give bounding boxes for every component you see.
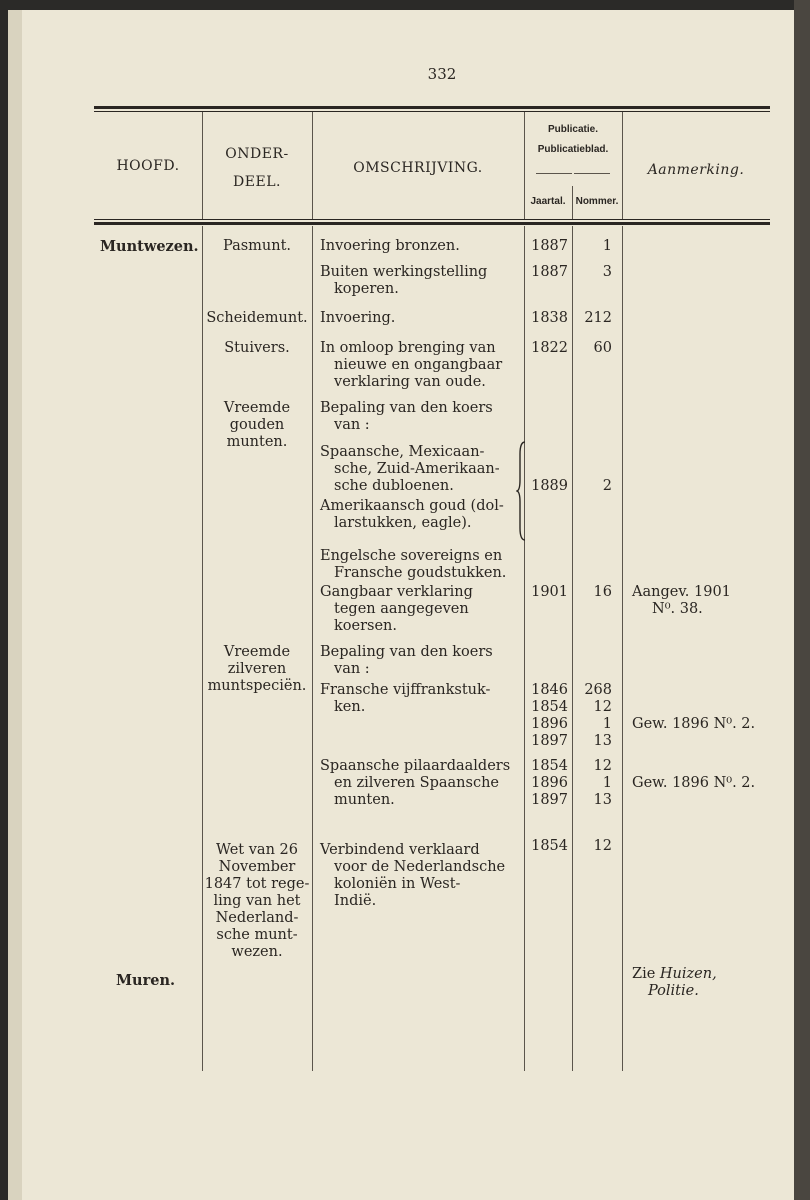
omschrijving-invoering: Invoering. <box>320 310 396 326</box>
text-line: tegen aangegeven <box>334 601 469 617</box>
text-line: nieuwe en ongangbaar <box>334 357 503 373</box>
text-line: Gangbaar verklaring <box>320 584 473 600</box>
text-line: Engelsche sovereigns en <box>320 548 503 564</box>
text-line: ken. <box>334 699 366 715</box>
header-onderdeel-1: ONDER- <box>225 146 289 162</box>
header-omschrijving: OMSCHRIJVING. <box>353 160 483 176</box>
jaartal-cell: 1854 <box>531 838 568 854</box>
text-line: van : <box>334 417 370 433</box>
nommer-cell: 1 <box>602 775 612 791</box>
text-line: munten. <box>334 792 395 808</box>
onderdeel-scheidemunt: Scheidemunt. <box>206 310 308 326</box>
text-line: sche munt- <box>216 927 298 943</box>
book-spine <box>8 10 22 1200</box>
header-jaartal: Jaartal. <box>530 196 566 207</box>
omschrijving-spaansche <box>320 444 514 495</box>
header-rule-thin <box>94 219 770 220</box>
jaartal-cell: 1897 <box>531 792 568 808</box>
text-line: sche, Zuid-Amerikaan- <box>334 461 500 477</box>
col-line-1-head <box>202 112 203 219</box>
text-zie: Zie <box>632 966 656 982</box>
nommer-cell: 1 <box>602 716 612 732</box>
aanmerking-gew-1: Gew. 1896 N⁰. 2. <box>632 716 756 732</box>
omschrijving-engelsche <box>320 548 520 582</box>
jaartal-cell: 1897 <box>531 733 568 749</box>
text-politie: Politie. <box>648 983 699 999</box>
text-line: van : <box>334 661 370 677</box>
top-rule-thin <box>94 111 770 112</box>
omschrijving-amerikaansch <box>320 498 514 532</box>
nommer-cell: 3 <box>602 264 612 280</box>
omschrijving-pilaardaalders <box>320 758 520 809</box>
text-line: Fransche goudstukken. <box>334 565 507 581</box>
onderdeel-vreemde-zilveren <box>202 644 312 695</box>
nommer-cell: 268 <box>584 682 612 698</box>
nommer-cell: 2 <box>602 478 612 494</box>
text-line: munten. <box>226 434 288 450</box>
text-line: Spaansche pilaardaalders <box>320 758 511 774</box>
col-line-5 <box>622 226 623 1071</box>
text-line: Nederland- <box>215 910 299 926</box>
omschrijving-gangbaar <box>320 584 520 635</box>
text-line: Bepaling van den koers <box>320 400 493 416</box>
jaartal-cell: 1838 <box>531 310 568 326</box>
omschrijving-fransche <box>320 682 520 716</box>
text-line: Verbindend verklaard <box>320 842 480 858</box>
jaartal-cell: 1854 <box>531 699 568 715</box>
col-line-5-head <box>622 112 623 219</box>
text-line: koersen. <box>334 618 397 634</box>
document-page <box>22 10 794 1200</box>
nommer-cell: 60 <box>593 340 612 356</box>
text-line: Indië. <box>334 893 377 909</box>
nommer-cell: 13 <box>593 733 612 749</box>
aanmerking-zie <box>632 966 772 1000</box>
jaartal-cell: 1889 <box>531 478 568 494</box>
omschrijving-bepaling-goud <box>320 400 520 434</box>
nommer-cell: 212 <box>584 310 612 326</box>
header-brace-right <box>574 173 610 174</box>
nommer-cell: 12 <box>593 838 612 854</box>
nommer-cell: 16 <box>593 584 612 600</box>
hoofd-muren: Muren. <box>116 972 176 989</box>
col-line-3-head <box>524 112 525 219</box>
header-nommer: Nommer. <box>575 196 619 207</box>
text-huizen: Huizen, <box>659 966 717 982</box>
header-hoofd: HOOFD. <box>116 158 180 174</box>
text-line: Amerikaansch goud (dol- <box>320 498 504 514</box>
text-line: Fransche vijffrankstuk- <box>320 682 491 698</box>
top-rule <box>94 106 770 109</box>
text-line: gouden <box>229 417 285 433</box>
text-line: Vreemde <box>223 644 291 660</box>
nommer-cell: 12 <box>593 758 612 774</box>
text-line: Spaansche, Mexicaan- <box>320 444 485 460</box>
page-number: 332 <box>427 65 457 83</box>
text-line: Aangev. 1901 <box>632 584 731 600</box>
text-line: voor de Nederlandsche <box>334 859 506 875</box>
header-onderdeel-2: DEEL. <box>233 174 281 190</box>
onderdeel-vreemde-gouden <box>202 400 312 451</box>
aanmerking-gew-2: Gew. 1896 N⁰. 2. <box>632 775 756 791</box>
text-line: en zilveren Spaansche <box>334 775 500 791</box>
text-line: zilveren <box>227 661 287 677</box>
text-line: N⁰. 38. <box>652 601 703 617</box>
text-line: November <box>218 859 296 875</box>
hoofd-muntwezen: Muntwezen. <box>100 238 199 255</box>
text-line: Wet van 26 <box>216 842 298 858</box>
col-line-4-head <box>572 186 573 219</box>
omschrijving-verbindend <box>320 842 520 910</box>
jaartal-cell: 1846 <box>531 682 568 698</box>
nommer-cell: 12 <box>593 699 612 715</box>
jaartal-cell: 1887 <box>531 238 568 254</box>
text-line: Bepaling van den koers <box>320 644 493 660</box>
header-publicatie: Publicatie. <box>547 124 598 135</box>
omschrijving-bronzen: Invoering bronzen. <box>320 238 460 254</box>
text-line: ling van het <box>213 893 301 909</box>
nommer-cell: 13 <box>593 792 612 808</box>
header-brace-left <box>536 173 572 174</box>
onderdeel-stuivers: Stuivers. <box>224 340 290 356</box>
col-line-2 <box>312 226 313 1071</box>
omschrijving-koperen <box>320 264 520 298</box>
text-line: muntspeciën. <box>207 678 307 694</box>
header-rule <box>94 222 770 225</box>
onderdeel-wet <box>202 842 312 961</box>
text-line: 1847 tot rege- <box>204 876 310 892</box>
jaartal-cell: 1854 <box>531 758 568 774</box>
text-line: wezen. <box>231 944 283 960</box>
page-edge <box>794 0 810 1200</box>
omschrijving-omloop <box>320 340 520 391</box>
text-line: koperen. <box>334 281 399 297</box>
onderdeel-pasmunt: Pasmunt. <box>222 238 292 254</box>
text-line: In omloop brenging van <box>320 340 496 356</box>
col-line-2-head <box>312 112 313 219</box>
header-aanmerking: Aanmerking. <box>647 162 745 178</box>
header-publicatieblad: Publicatieblad. <box>537 144 609 155</box>
text-line: sche dubloenen. <box>334 478 454 494</box>
omschrijving-bepaling-zilver <box>320 644 520 678</box>
jaartal-cell: 1887 <box>531 264 568 280</box>
jaartal-cell: 1822 <box>531 340 568 356</box>
jaartal-cell: 1896 <box>531 716 568 732</box>
nommer-cell: 1 <box>602 238 612 254</box>
aanmerking-aangev <box>632 584 772 618</box>
text-line: Buiten werkingstelling <box>320 264 488 280</box>
text-line: Vreemde <box>223 400 291 416</box>
text-line: larstukken, eagle). <box>334 515 472 531</box>
jaartal-cell: 1901 <box>531 584 568 600</box>
text-line: koloniën in West- <box>334 876 461 892</box>
jaartal-cell: 1896 <box>531 775 568 791</box>
text-line: verklaring van oude. <box>334 374 486 390</box>
